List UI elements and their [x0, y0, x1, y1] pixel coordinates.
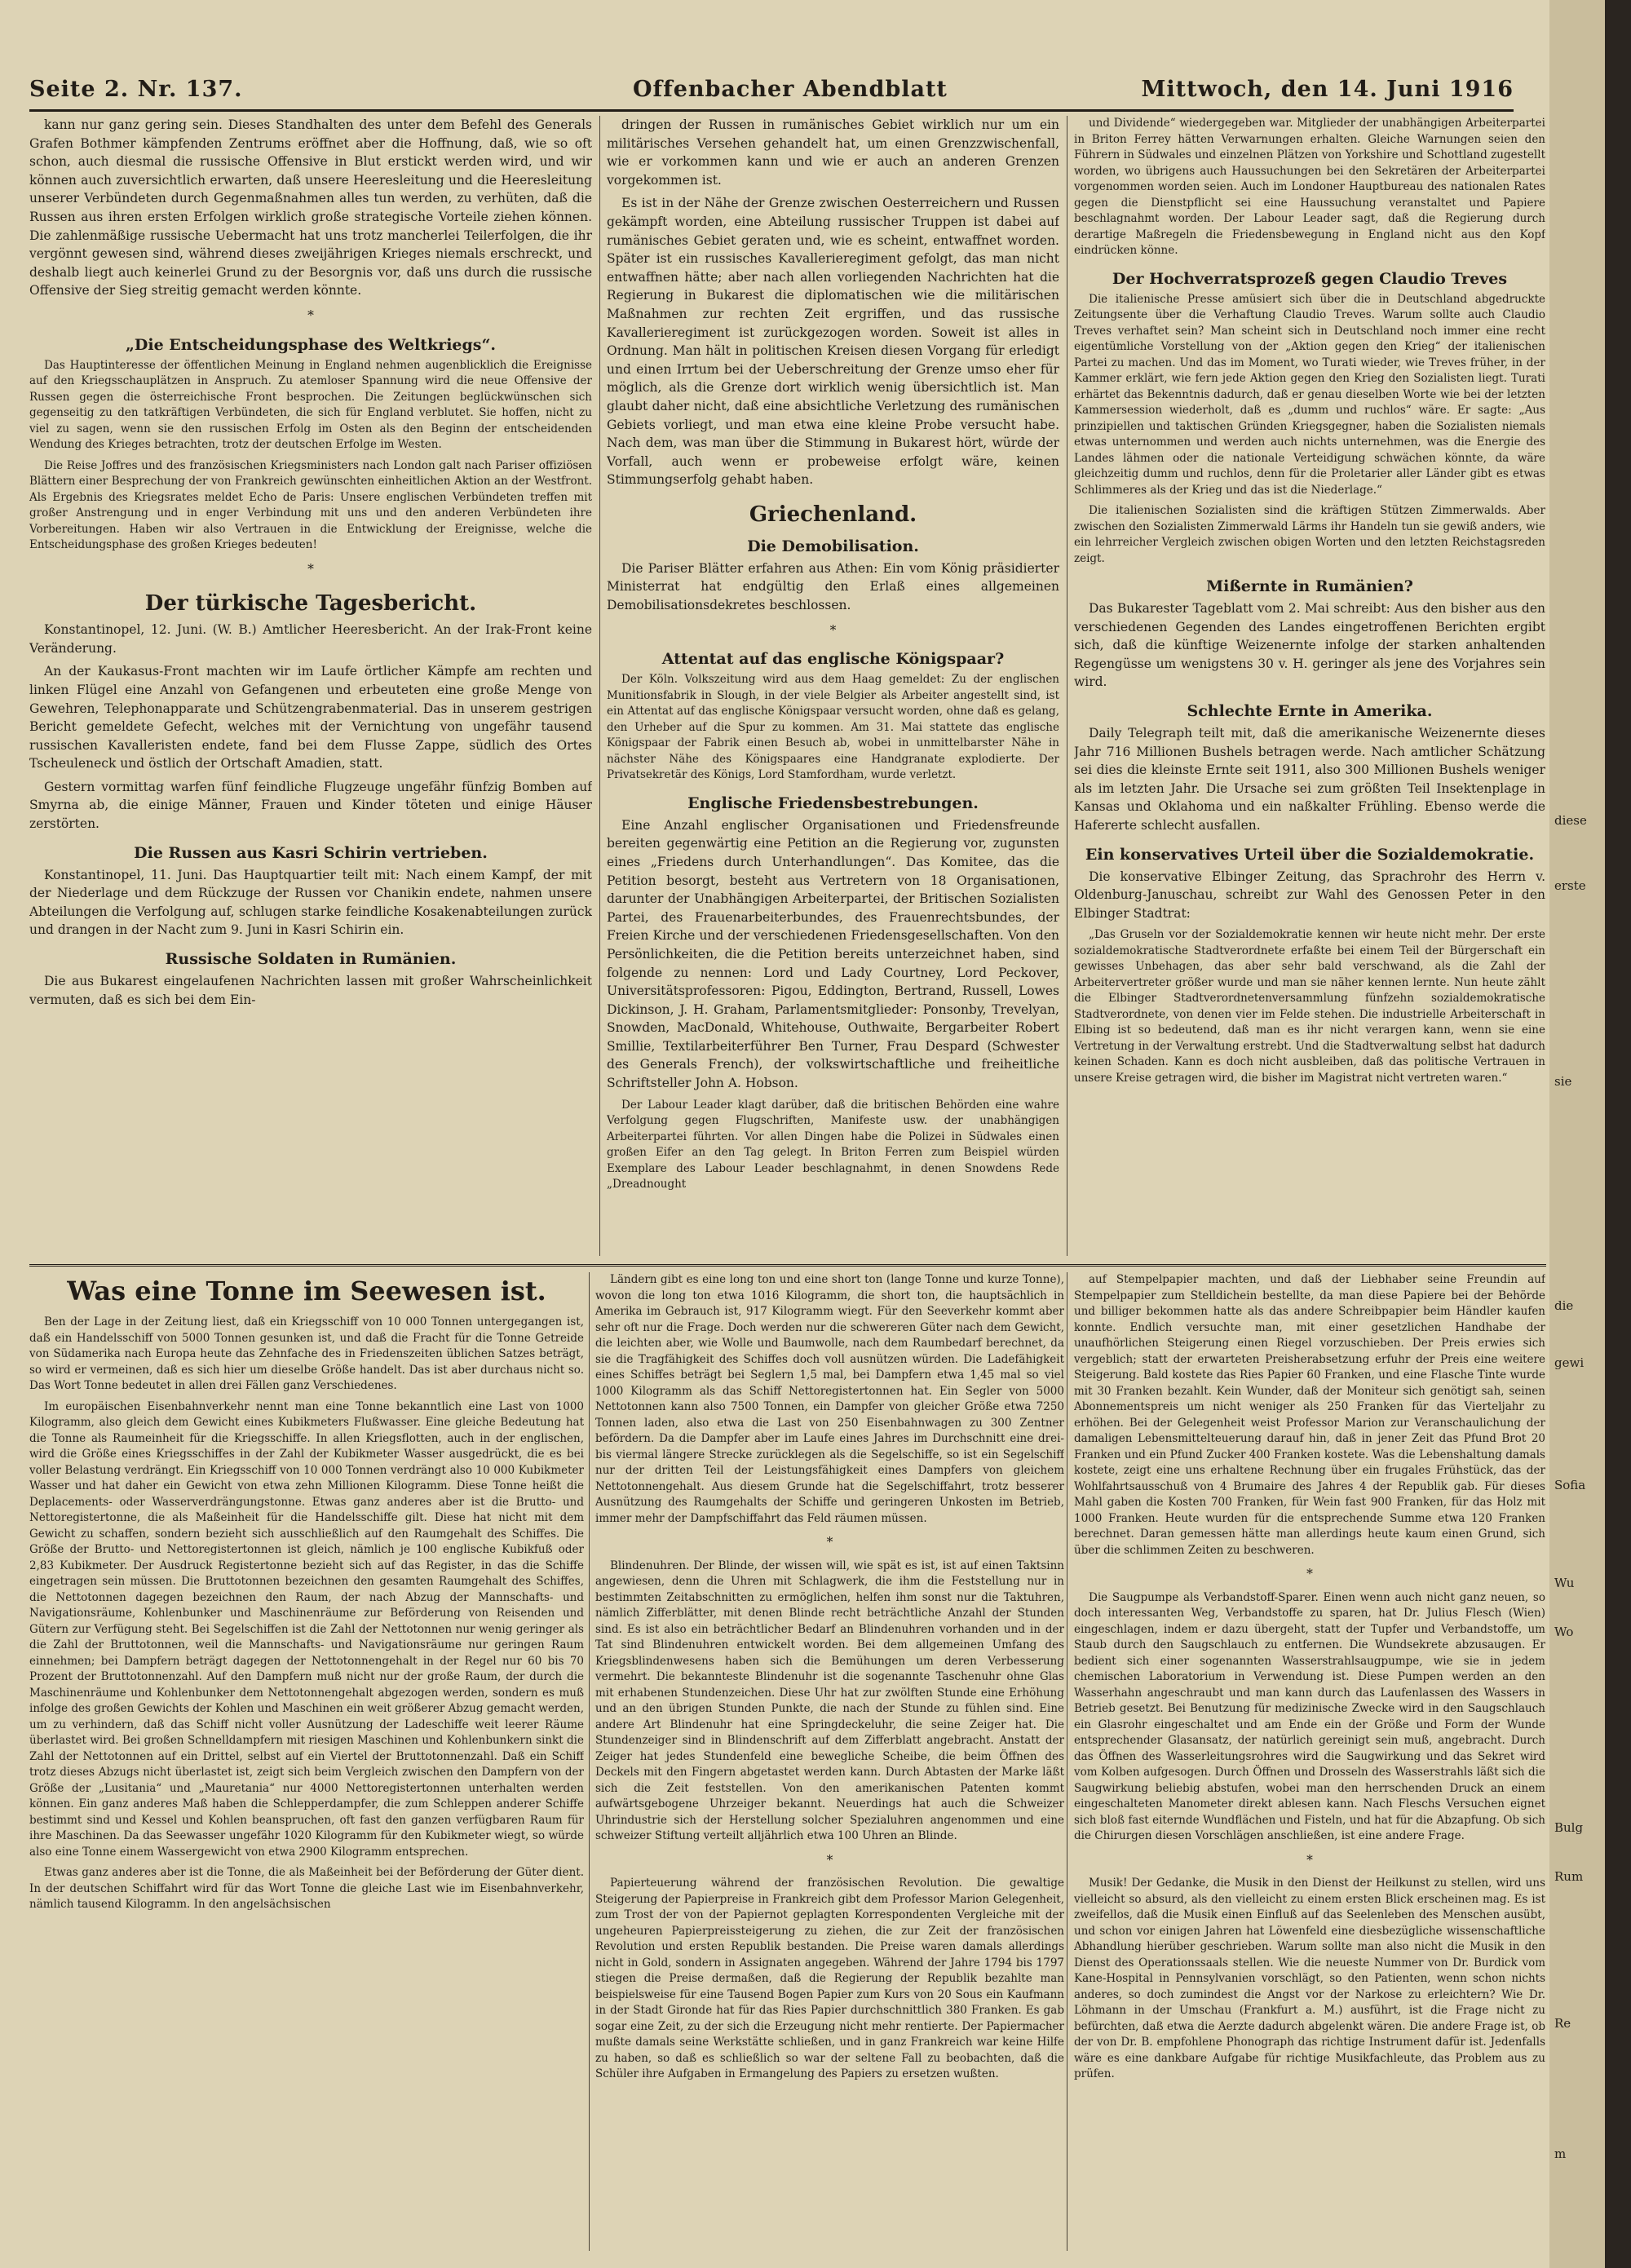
column-rule [589, 1272, 590, 2251]
headline: Attentat auf das englische Königspaar? [661, 650, 1005, 669]
paragraph: Es ist in der Nähe der Grenze zwischen Oesterreichern und Russen gekämpft worden, eine Abteilung russischer Truppen ist dabei auf rumänisches Gebiet geraten und, wie es scheint, entwaffnet worden. Später ist ein russisches Kavallerieregiment gefolgt, das man nicht entwaffnen hätte; aber nach allen vorliegenden Nachrichten hat die Regierung in Bukarest die diplomatischen wie die militärischen Maßnahmen zur rechten Zeit ergriffen, und das russische Kavallerieregiment ist zurückgezogen worden. Soweit ist alles in Ordnung. Man hält in politischen Kreisen diesen Vorgang für erledigt und einen Irrtum bei der Ueberschreitung der Grenze umso eher für möglich, als die Grenze dort wirklich wenig übersichtlich ist. Man glaubt daher nicht, daß eine absichtliche Verletzung des rumänischen Gebiets vorliegt, und man etwa eine kleine Probe versucht habe. Nach dem, was man über die Stimmung in Bukarest hört, würde der Vorfall, auch wenn er probeweise erfolgt wäre, keinen Stimmungserfolg gehabt haben. [607, 196, 1059, 488]
issue-date: Mittwoch, den 14. Juni 1916 [1141, 77, 1514, 102]
paragraph: Die Reise Joffres und des französischen Kriegsministers nach London galt nach Pariser offiziösen Blättern einer Besprechung der von Frankreich gewünschten einheitlichen Aktion an der Westfront. Als Ergebnis des Kriegsrates meldet Echo de Paris: Unsere englischen Verbündeten treffen mit großer Anstrengung und in enger Verbindung mit uns und den anderen Verbündeten ihre Vorbereitungen. Haben wir also Vertrauen in die Entwicklung der Ereignisse, welche die Entscheidungsphase des großen Krieges bedeuten! [29, 458, 592, 552]
divider: * [826, 1852, 833, 1868]
edge-word: Re [1554, 2016, 1571, 2031]
paragraph: Ländern gibt es eine long ton und eine short ton (lange Tonne und kurze Tonne), wovon die long ton etwa 1016 Kilogramm, die short ton, die hauptsächlich in Amerika im Gebrauch ist, 917 Kilogramm wiegt. Für den Seeverkehr kommt aber sehr oft nur die Frage. Doch werden nur die schwereren Güter nach dem Gewicht, die leichten aber, wie Wolle und Baumwolle, nach dem Raumbedarf berechnet, da sie die Tragfähigkeit des Schiffes doch voll ausnützen würden. Die Ladefähigkeit eines Schiffes beträgt bei Seglern 1,5 mal, bei Dampfern etwa 1,45 mal so viel 1000 Kilogramm als das Schiff Nettoregistertonnen hat. Ein Segler von 5000 Nettotonnen kann also 7500 Tonnen, ein Dampfer von gleicher Größe etwa 7250 Tonnen laden, also etwa die Last von 250 Eisenbahnwagen zu 300 Zentner befördern. Da die Dampfer aber im Laufe eines Jahres im Durchschnitt eine drei- bis viermal längere Strecke zurücklegen als die Segelschiffe, so ist ein Segelschiff nur der dritten Teil der Leistungsfähigkeit eines Dampfers von gleichem Nettotonnengehalt. Aus diesem Grunde hat die Segelschiffahrt, trotz besserer Ausnützung des Raumgehalts der Schiffe und geringeren Unkosten im Betrieb, immer mehr der Dampfschiffahrt das Feld räumen müssen. [595, 1273, 1064, 1525]
headline: „Die Entscheidungsphase des Weltkriegs“. [125, 335, 497, 354]
header-rule [29, 109, 1514, 112]
paragraph: Blindenuhren. Der Blinde, der wissen will, wie spät es ist, ist auf einen Taktsinn angewiesen, denn die Uhren mit Schlagwerk, die ihm die Feststellung nur in bestimmten Zeitabschnitten zu ermöglichen, helfen ihm sonst nur die Taktuhren, nämlich Zifferblätter, mit denen Blinde recht beträchtliche Anzahl der Stunden sind. Es ist also ein beträchtlicher Bedarf an Blindenuhren vorhanden und in der Tat sind Blindenuhren entwickelt worden. Bei dem allgemeinen Umfang des Kriegsblindenwesens haben sich die Bemühungen um deren Verbesserung vermehrt. Die bekannteste Blindenuhr ist die sogenannte Taschenuhr ohne Glas mit erhabenen Stundenzeichen. Diese Uhr hat zur zwölften Stunde eine Erhöhung und an den übrigen Stunden Punkte, die nach der Stunde zu fühlen sind. Eine andere Art Blindenuhr hat eine Springdeckeluhr, die seine Zeiger hat. Die Stundenzeiger sind in Blindenschrift auf dem Zifferblatt angebracht. Anstatt der Zeiger hat jedes Stundenfeld eine bewegliche Scheibe, die beim Öffnen des Deckels mit den Fingern abgetastet werden kann. Durch Abtasten der Marke läßt sich die Zeit feststellen. Von den amerikanischen Patenten kommt aufwärtsgebogene Uhrzeiger bekannt. Neuerdings hat auch die Schweizer Uhrindustrie sich der Herstellung solcher Spezialuhren angenommen und eine schweizer Stiftung verteilt alljährlich etwa 100 Uhren an Blinde. [595, 1558, 1064, 1843]
subheadline: Die Demobilisation. [747, 537, 919, 555]
paragraph: „Das Gruseln vor der Sozialdemokratie kennen wir heute nicht mehr. Der erste sozialdemokratische Stadtverordnete erfaßte bei einem Teil der Bürgerschaft ein gewisses Unbehagen, das aber sehr bald verschwand, als die Zahl der Arbeitervertreter größer wurde und man sie näher kennen lernte. Nun heute zählt die Elbinger Stadtverordnetenversammlung fünfzehn sozialdemokratische Stadtverordnete, von denen vier im Felde stehen. Die industrielle Arbeiterschaft in Elbing ist so bedeutend, daß man es ihr nicht verargen kann, wenn sie eine Vertretung in der Verwaltung erstrebt. Und die Stadtverwaltung selbst hat dadurch keinen Schaden. Kann es doch nicht ausbleiben, daß das politische Vertrauen in unsere Kreise getragen wird, die bisher im Magistrat nicht vertreten waren.“ [1074, 928, 1545, 1085]
paragraph: dringen der Russen in rumänisches Gebiet wirklich nur um ein militärisches Versehen gehandelt hat, um einen Grenzzwischenfall, wie er vorkommen kann und wie er auch an anderen Grenzen vorgekommen ist. [607, 117, 1059, 188]
headline: Schlechte Ernte in Amerika. [1187, 701, 1433, 720]
headline: Der türkische Tagesbericht. [144, 591, 477, 617]
column-2 [607, 116, 1059, 1256]
paragraph: Die Pariser Blätter erfahren aus Athen: Ein vom König präsidierter Ministerrat hat endgültig den Erlaß eines allgemeinen Demobilisationsdekretes beschlossen. [607, 560, 1059, 613]
paragraph: Ben der Lage in der Zeitung liest, daß ein Kriegsschiff von 10 000 Tonnen untergegangen ist, daß ein Handelsschiff von 5000 Tonnen gesunken ist, und daß die Fracht für die Tonne Getreide von Südamerika nach Europa heute das Zehnfache des in Friedenszeiten üblichen Satzes beträgt, so wird er vermeinen, daß es sich hier um dieselbe Größe handelt. Das ist aber durchaus nicht so. Das Wort Tonne bedeutet in allen drei Fällen ganz Verschiedenes. [29, 1315, 584, 1392]
paragraph: kann nur ganz gering sein. Dieses Standhalten des unter dem Befehl des Generals Grafen Bothmer kämpfenden Zentrums eröffnet aber die Hoffnung, daß, wie so oft schon, auch diesmal die russische Offensive in Blut erstickt werden wird, und wir können auch zuversichtlich erwarten, daß unsere Heeresleitung und die Heeresleitung unserer Verbündeten durch Gegenmaßnahmen alles tun werden, zu verhüten, daß die Russen aus ihren ersten Erfolgen wirklich große strategische Vorteile ziehen können. Die zahlenmäßige russische Uebermacht hat uns trotz mancherlei Teilerfolgen, die ihr vergönnt gewesen sind, während dieses zweijährigen Krieges niemals erschreckt, und deshalb liegt auch keinerlei Grund zu der Besorgnis vor, daß uns durch die russische Offensive der Sieg streitig gemacht werden könnte. [29, 117, 592, 298]
paragraph: Eine Anzahl englischer Organisationen und Friedensfreunde bereiten gegenwärtig eine Petition an die Regierung vor, zugunsten eines „Friedens durch Unterhandlungen“. Das Komitee, das die Petition besorgt, besteht aus Vertretern von 18 Organisationen, darunter der Unabhängigen Arbeiterpartei, der Britischen Sozialisten Partei, des Frauenarbeiterbundes, des Frauenrechtsbundes, der Freien Kirche und der verschiedenen Friedensgesellschaften. Von den Persönlichkeiten, die die Petition bereits unterzeichnet haben, sind folgende zu nennen: Lord und Lady Courtney, Lord Peckover, Universitätsprofessoren: Pigou, Eddington, Bertrand, Russell, Lowes Dickinson, J. H. Graham, Parlamentsmitglieder: Ponsonby, Trevelyan, Snowden, MacDonald, Whitehouse, Outhwaite, Bergarbeiter Robert Smillie, Textilarbeiterführer Ben Turner, Frau Despard (Schwester des Generals French), der volkswirtschaftliche und freiheitliche Schriftsteller John A. Hobson. [607, 817, 1059, 1091]
paragraph: Der Köln. Volkszeitung wird aus dem Haag gemeldet: Zu der englischen Munitionsfabrik in Slough, in der viele Belgier als Arbeiter angestellt sind, ist ein Attentat auf das englische Königspaar versucht worden, ohne daß es gelang, den Urheber auf die Spur zu kommen. Am 31. Mai stattete das englische Königspaar der Fabrik einen Besuch ab, wobei in unmittelbarster Nähe in nächster Nähe des Königspaares eine Handgranate explodierte. Der Privatsekretär des Königs, Lord Stamfordham, wurde verletzt. [607, 673, 1059, 782]
paragraph: Das Bukarester Tageblatt vom 2. Mai schreibt: Aus den bisher aus den verschiedenen Gegenden des Landes eingetroffenen Berichten ergibt sich, daß die künftige Weizenernte infolge der starken anhaltenden Regengüsse um wenigstens 30 v. H. geringer als jene des Vorjahres sein wird. [1074, 601, 1545, 690]
facing-page-edge [1549, 0, 1605, 2268]
paragraph: Die italienischen Sozialisten sind die kräftigen Stützen Zimmerwalds. Aber zwischen den Sozialisten Zimmerwald Lärms ihr Handeln tun sie gewiß anders, wie ein lehrreicher Vergleich zwischen obigen Worten und den letzten Reichstagsreden zeigt. [1074, 504, 1545, 565]
divider: * [1306, 1567, 1313, 1581]
paragraph: Musik! Der Gedanke, die Musik in den Dienst der Heilkunst zu stellen, wird uns vielleicht so absurd, als den vielleicht zu einem ersten Blick erscheinen mag. Es ist zweifellos, daß die Musik einen Einfluß auf das Seelenleben des Menschen ausübt, und schon vor einigen Jahren hat Löwenfeld eine diesbezügliche wissenschaftliche Abhandlung hierüber geschrieben. Warum sollte man also nicht die Musik in den Dienst des Operationssaals stellen. Wie die neueste Nummer von Dr. Burdick vom Kane-Hospital in Pennsylvanien vorschlägt, so den Patienten, wenn schon nichts anderes, so doch zumindest die Angst vor der Narkose zu erleichtern? Wie Dr. Löhmann in der Umschau (Frankfurt a. M.) ausführt, ist die Frage nicht zu befürchten, daß etwa die Aerzte dadurch abgelenkt wären. Die andere Frage ist, ob der von Dr. B. empfohlene Phonograph das richtige Instrument dafür ist. Jedenfalls wäre es eine dankbare Aufgabe für richtige Musikfachleute, das Problem aus zu prüfen. [1074, 1877, 1545, 2081]
feuilleton-title: Was eine Tonne im Seewesen ist. [67, 1275, 546, 1306]
paragraph: Daily Telegraph teilt mit, daß die amerikanische Weizenernte dieses Jahr 716 Millionen Bushels betragen werde. Nach amtlicher Schätzung sei dies die kleinste Ernte seit 1911, also 300 Millionen Bushels weniger als im letzten Jahr. Die Ursache sei zum größten Teil Insektenplage in Kansas und Oklahoma und ein naßkalter Frühling. Ebenso werde die Hafererte schlecht ausfallen. [1074, 725, 1545, 833]
edge-word: Wo [1554, 1625, 1574, 1639]
edge-word: Rum [1554, 1869, 1584, 1884]
page-number: Seite 2. Nr. 137. [29, 77, 243, 102]
book-binding [1605, 0, 1631, 2268]
paragraph: Konstantinopel, 12. Juni. (W. B.) Amtlicher Heeresbericht. An der Irak-Front keine Veränderung. [29, 622, 592, 656]
feuilleton-column-2 [595, 1272, 1064, 2251]
paragraph: Gestern vormittag warfen fünf feindliche Flugzeuge ungefähr fünfzig Bomben auf Smyrna ab, die einige Männer, Frauen und Kinder töteten und einige Häuser zerstörten. [29, 779, 592, 832]
column-rule [599, 116, 600, 1256]
headline: Ein konservatives Urteil über die Sozialdemokratie. [1085, 845, 1535, 864]
paragraph: Die aus Bukarest eingelaufenen Nachrichten lassen mit großer Wahrscheinlichkeit vermuten, daß es sich bei dem Ein- [29, 974, 592, 1007]
newspaper-title: Offenbacher Abendblatt [633, 77, 948, 102]
paragraph: An der Kaukasus-Front machten wir im Laufe örtlicher Kämpfe am rechten und linken Flügel eine Anzahl von Gefangenen und erbeuteten eine große Menge von Gewehren, Telephonapparate und Schützengrabenmaterial. Das in unserem gestrigen Bericht gemeldete Gefecht, welches mit der Vernichtung von ungefähr tausend russischen Kavalleristen endete, fand bei dem Flusse Zappe, südlich des Ortes Tscheuleneck und östlich der Ortschaft Amadien, statt. [29, 664, 592, 771]
headline: Russische Soldaten in Rumänien. [165, 950, 457, 969]
divider: * [826, 1535, 833, 1550]
divider: * [307, 561, 314, 577]
headline: Der Hochverratsprozeß gegen Claudio Treves [1112, 269, 1508, 288]
divider: * [307, 307, 314, 323]
column-3 [1074, 116, 1545, 1256]
edge-word: die [1554, 1298, 1574, 1313]
edge-word: erste [1554, 878, 1586, 893]
edge-word: sie [1554, 1074, 1572, 1089]
edge-word: gewi [1554, 1355, 1585, 1370]
paragraph: Die konservative Elbinger Zeitung, das Sprachrohr des Herrn v. Oldenburg-Januschau, schreibt zur Wahl des Genossen Peter in den Elbinger Stadtrat: [1074, 869, 1545, 921]
paragraph: und Dividende“ wiedergegeben war. Mitglieder der unabhängigen Arbeiterpartei in Briton Ferrey hätten Verwarnungen erhalten. Gleiche Warnungen seien den Führern in Südwales und einzelnen Plätzen von Yorkshire und Schottland zugestellt worden, wo übrigens auch Haussuchungen bei den Sekretären der Arbeiterpartei vorgenommen worden seien. Auch im Londoner Hauptbureau des nationalen Rates gegen die Dienstpflicht sei eine Haussuchung veranstaltet und Papiere beschlagnahmt worden. Der Labour Leader sagt, daß die Regierung durch derartige Maßregeln die Friedensbewegung in England nicht aus den Kopf eindrücken könne. [1074, 117, 1545, 257]
edge-word: Sofia [1554, 1478, 1586, 1492]
paragraph: Papierteuerung während der französischen Revolution. Die gewaltige Steigerung der Papierpreise in Frankreich gibt dem Professor Marion Gelegenheit, zum Trost der von der Papiernot geplagten Korrespondenten Vergleiche mit der ungeheuren Papierpreissteigerung zu ziehen, die zur Zeit der französischen Revolution und ersten Republik bestanden. Die Preise waren damals allerdings nicht in Gold, sondern in Assignaten angegeben. Während der Jahre 1794 bis 1797 stiegen die Preise dermaßen, daß die Regierung der Republik bezahlte man beispielsweise für eine Tausend Bogen Papier zum Kurs von 20 Sous ein Kaufmann in der Stadt Gironde hat für das Ries Papier durchschnittlich 380 Franken. Es gab sogar eine Zeit, zu der sich die Erzeugung nicht mehr rentierte. Der Papiermacher mußte damals seine Werkstätte schließen, und in ganz Frankreich war keine Hilfe zu haben, so daß es schließlich so war der seltene Fall zu beobachten, daß die Schüler ihre Aufgaben in Ermangelung des Papiers zu ersetzen wußten. [595, 1877, 1064, 2081]
paragraph: Das Hauptinteresse der öffentlichen Meinung in England nehmen augenblicklich die Ereignisse auf den Kriegsschauplätzen in Anspruch. Zu atemloser Spannung wird die neue Offensive der Russen gegen die österreichische Front besprochen. Die Zeitungen beglückwünschen sich gegenseitig zu den tatkräftigen Verbündeten, die sich für England verblutet. Sie hoffen, nicht zu viel zu sagen, wenn sie den russischen Erfolg im Osten als den Beginn der entscheidenden Wendung des Krieges betrachten, trotz der deutschen Erfolge im Westen. [29, 358, 592, 452]
headline: Griechenland. [749, 502, 917, 527]
edge-word: m [1554, 2146, 1567, 2161]
edge-word: Bulg [1554, 1820, 1584, 1835]
edge-word: Wu [1554, 1576, 1575, 1590]
section-rule [29, 1264, 1546, 1267]
masthead [29, 72, 1514, 109]
feuilleton-column-3 [1074, 1272, 1545, 2251]
paragraph: Der Labour Leader klagt darüber, daß die britischen Behörden eine wahre Verfolgung gegen Flugschriften, Manifeste usw. der unabhängigen Arbeiterpartei führten. Vor allen Dingen habe die Polizei in Südwales einen großen Eifer an den Tag gelegt. In Briton Ferren zum Beispiel würden Exemplare des Labour Leader beschlagnahmt, in denen Snowdens Rede „Dreadnought [607, 1098, 1059, 1191]
paragraph: auf Stempelpapier machten, und daß der Liebhaber seine Freundin auf Stempelpapier zum Stelldichein bestellte, da man diese Papiere bei der Behörde und billiger bekommen hatte als das andere Schreibpapier beim Händler kaufen konnte. Endlich versuchte man, mit einer gesetzlichen Handhabe der unaufhörlichen Steigerung einen Riegel vorzuschieben. Der Preis erwies sich vergeblich; statt der erwarteten Preisherabsetzung erfuhr der Preis eine weitere Steigerung. Bald kostete das Ries Papier 60 Franken, und eine Flasche Tinte wurde mit 30 Franken bezahlt. Kein Wunder, daß der Moniteur sich genötigt sah, seinen Abonnementspreis um nicht weniger als 250 Franken für das Vierteljahr zu erhöhen. Bei der Gelegenheit weist Professor Marion zur Veranschaulichung der damaligen Lebensmittelteuerung darauf hin, daß in jener Zeit das Pfund Brot 20 Franken und ein Pfund Zucker 400 Franken kostete. Was die Lebenshaltung damals kostete, zeigt eine uns erhaltene Rechnung über ein frugales Frühstück, das der Wohlfahrtsausschuß von 4 Brumaire des Jahres 4 der Republik gab. Für dieses Mahl gaben die Kosten 700 Franken, für Wein fast 900 Franken, für das Holz mit 1000 Franken. Heute wurden für die entsprechende Summe etwa 120 Franken berechnet. Daran gemessen hätte man allerdings heute kaum einen Grund, sich über die schlimmen Zeiten zu beschweren. [1074, 1273, 1545, 1557]
divider: * [829, 622, 837, 638]
headline: Mißernte in Rumänien? [1206, 577, 1413, 595]
headline: Die Russen aus Kasri Schirin vertrieben. [134, 843, 488, 862]
feuilleton-column-1 [29, 1272, 584, 2251]
edge-word: diese [1554, 813, 1587, 828]
headline: Englische Friedensbestrebungen. [687, 794, 979, 812]
paragraph: Die Saugpumpe als Verbandstoff-Sparer. Einen wenn auch nicht ganz neuen, so doch interessanten Weg, Verbandstoffe zu sparen, hat Dr. Julius Flesch (Wien) eingeschlagen, indem er dazu übergeht, statt der Tupfer und Verbandstoffe, um Staub durch den Saugschlauch zu entfernen. Die Wundsekrete abzusaugen. Er bedient sich einer sogenannten Wasserstrahlsaugpumpe, wie sie in jedem chemischen Laboratorium in Verwendung ist. Diese Pumpen werden an den Wasserhahn angeschraubt und man kann durch das Laufenlassen des Wassers in Betrieb gesetzt. Bei Benutzung für medizinische Zwecke wird in den Saugschlauch ein Glasrohr eingeschaltet und am Ende ein der Größe und Form der Wunde entsprechender Glasansatz, der natürlich gereinigt sein muß, angebracht. Durch das Öffnen des Wasserleitungsrohres wird die Saugwirkung und das Sekret wird vom Kolben aufgesogen. Durch Öffnen und Drosseln des Wasserstrahls läßt sich die Saugwirkung beliebig abstufen, wobei man den herrschenden Druck an einem eingeschalteten Manometer direkt ablesen kann. Nach Fleschs Versuchen eignet sich bloß fast eiternde Wundflächen und Fisteln, und hat für die Abzapfung. Ob sich die Chirurgen diesen Vorschlägen anschließen, ist eine andere Frage. [1074, 1590, 1545, 1843]
paragraph: Im europäischen Eisenbahnverkehr nennt man eine Tonne bekanntlich eine Last von 1000 Kilogramm, also gleich dem Gewicht eines Kubikmeters Flußwasser. Eine gleiche Bedeutung hat die Tonne als Raumeinheit für die Kriegsschiffe. In allen Kriegsflotten, auch in der englischen, wird die Größe eines Kriegsschiffes in der Zahl der Kubikmeter Wasser ausgedrückt, die es bei voller Belastung verdrängt. Ein Kriegsschiff von 10 000 Tonnen verdrängt also 10 000 Kubikmeter Wasser und hat daher ein Gewicht von etwa zehn Millionen Kilogramm. Diese Tonne heißt die Deplacements- oder Wasserverdrängungstonne. Etwas ganz anderes aber ist die Brutto- und Nettoregistertonne, die als Maßeinheit für die Handelsschiffe gilt. Diese hat nicht mit dem Gewicht zu schaffen, sondern bezieht sich ausschließlich auf den Raumgehalt des Schiffes. Die Größe der Brutto- und Nettoregistertonnen ist gleich, nämlich je 100 englische Kubikfuß oder 2,83 Kubikmeter. Der Ausdruck Registertonne bezieht sich auf das Register, in das die Schiffe eingetragen sein müssen. Die Bruttotonnen bezeichnen den gesamten Raumgehalt des Schiffes, die Nettotonnen dagegen bezeichnen den Raum, der nach Abzug der Mannschafts- und Navigationsräume, Kohlenbunker und Maschinenräume zur Beförderung von Reisenden und Gütern zur Verfügung steht. Bei Segelschiffen ist die Zahl der Nettotonnen nur wenig geringer als die Zahl der Bruttotonnen, weil die Mannschafts- und Navigationsräume nur geringen Raum einnehmen; bei Dampfern beträgt dagegen der Nettotonnengehalt in der Regel nur 60 bis 70 Prozent der Bruttotonnenzahl. Auf den Dampfern muß nicht nur der große Raum, der durch die Maschinenräume und Kohlenbunker dem Nettotonnengehalt abgezogen werden, sondern es muß infolge des großen Gewichts der Kohlen und Maschinen ein weit größerer Abzug gemacht werden, um zu verhindern, daß das Schiff nicht voller Ausnützung der Ladeschiffe weit leerer Räume überlastet wird. Bei großen Schnelldampfern mit riesigen Maschinen und Kohlenbunkern sinkt die Zahl der Nettotonnen auf ein Drittel, selbst auf ein Viertel der Bruttotonnenzahl. Daß ein Schiff trotz dieses Abzugs nicht überlastet ist, zeigt sich beim Vergleich zwischen den Dampfern von der Größe der „Lusitania“ und „Mauretania“ nur 4000 Nettoregistertonnen unterhalten werden können. Ein ganz anderes Maß haben die Schlepperdampfer, die zum Schleppen anderer Schiffe bestimmt sind und Kessel und Kohlen beanspruchen, oft fast den ganzen verfügbaren Raum für ihre Maschinen. Da das Seewasser ungefähr 1020 Kilogramm für den Kubikmeter wiegt, so würde also eine Tonne einem Wassergewicht von etwa 2900 Kilogramm entsprechen. [29, 1399, 584, 1859]
paragraph: Etwas ganz anderes aber ist die Tonne, die als Maßeinheit bei der Beförderung der Güter dient. In der deutschen Schiffahrt wird für das Wort Tonne die gleiche Last wie im Eisenbahnverkehr, nämlich tausend Kilogramm. In den angelsächsischen [29, 1866, 584, 1911]
paragraph: Konstantinopel, 11. Juni. Das Hauptquartier teilt mit: Nach einem Kampf, der mit der Niederlage und dem Rückzuge der Russen vor Chanikin endete, nahmen unsere Abteilungen die Verfolgung auf, schlugen starke feindliche Kosakenabteilungen zurück und drangen in der Nacht zum 9. Juni in Kasri Schirin ein. [29, 867, 592, 938]
paragraph: Die italienische Presse amüsiert sich über die in Deutschland abgedruckte Zeitungsente über die Verhaftung Claudio Treves. Warum sollte auch Claudio Treves verhaftet sein? Man scheint sich in Deutschland noch immer eine recht eigentümliche Vorstellung von der „Aktion gegen den Krieg“ der italienischen Partei zu machen. Und das im Moment, wo Turati wieder, wie Treves früher, in der Kammer erklärt, wie fern jede Aktion gegen den Krieg den Sozialisten liegt. Turati erhärtet das Bekenntnis dadurch, daß er genau dieselben Worte wie bei der letzten Kammersession wiederholt, daß es „dumm und ruchlos“ wäre. Er sagte: „Aus prinzipiellen und taktischen Gründen Kriegsgegner, haben die Sozialisten niemals etwas unternommen und werden auch nichts unternehmen, was die Energie des Landes lähmen oder die nationale Verteidigung schwächen könnte, da wäre gleichzeitig dumm und ruchlos, denn für die Proletarier aller Länder gibt es etwas Schlimmeres als der Krieg und das ist die Niederlage.“ [1074, 292, 1545, 497]
column-1 [29, 116, 592, 1256]
divider: * [1306, 1852, 1313, 1868]
